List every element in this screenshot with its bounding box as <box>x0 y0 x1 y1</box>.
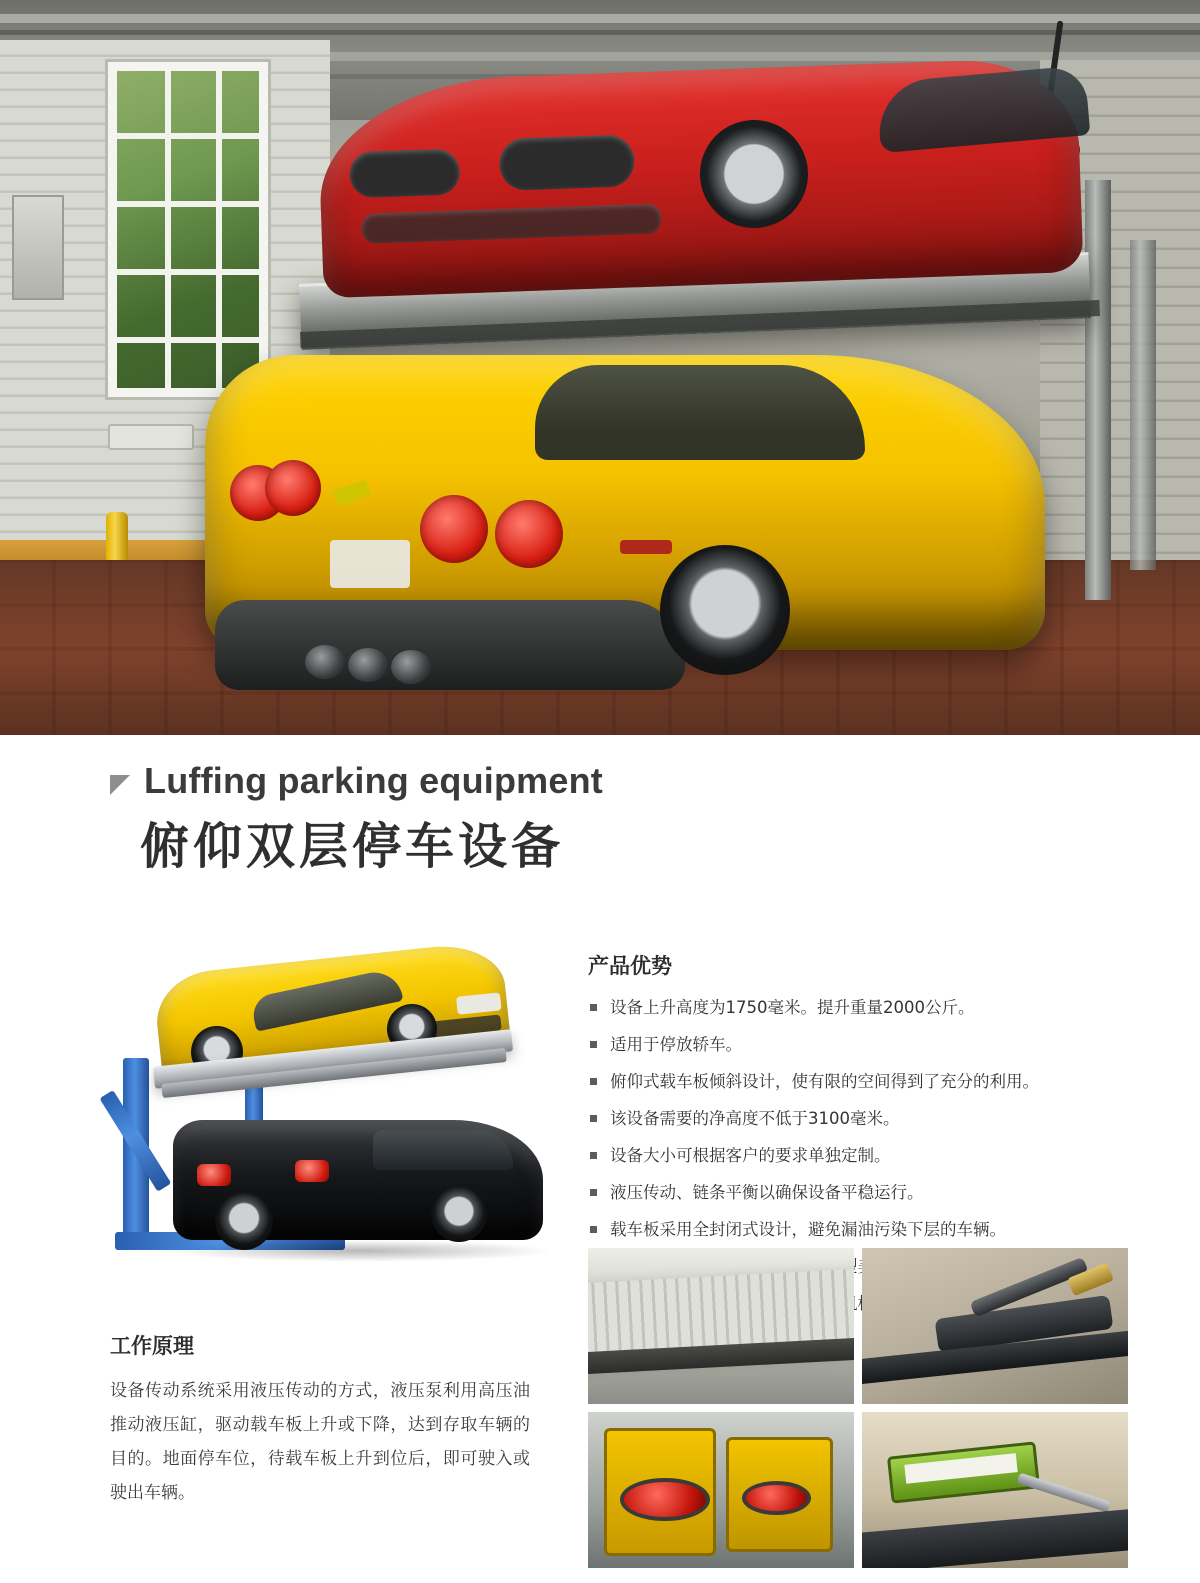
exhaust-tip <box>305 645 345 679</box>
red-car-lower-grille <box>361 203 662 243</box>
render-black-coupe-wheel <box>431 1186 487 1242</box>
render-ground-shadow <box>165 1240 555 1262</box>
garage-window <box>108 62 268 397</box>
window-mullion <box>117 201 259 207</box>
window-mullion <box>117 269 259 275</box>
advantages-heading: 产品优势 <box>588 954 672 978</box>
ceiling-beam <box>0 14 1200 23</box>
render-headlight <box>456 992 502 1015</box>
detail-photo-grid <box>588 1248 1128 1568</box>
list-item: 适用于停放轿车。 <box>588 1033 1128 1057</box>
exhaust-tip <box>348 648 388 682</box>
red-car-air-intake <box>349 148 461 198</box>
lift-post-right-2 <box>1130 240 1156 570</box>
mounting-bracket <box>862 1508 1128 1568</box>
list-item: 俯仰式载车板倾斜设计，使有限的空间得到了充分的利用。 <box>588 1070 1128 1094</box>
hero-photo <box>0 0 1200 735</box>
yellow-car-tail-light <box>495 500 563 568</box>
hydraulic-cylinder-photo <box>862 1248 1128 1404</box>
lift-post-right <box>1085 180 1111 600</box>
platform-ramp-photo <box>588 1248 854 1404</box>
yellow-car-wheel <box>660 545 790 675</box>
red-car-windshield <box>875 65 1090 153</box>
list-item: 载车板采用全封闭式设计，避免漏油污染下层的车辆。 <box>588 1218 1128 1242</box>
yellow-car-rear-window <box>535 365 865 460</box>
content-area <box>0 930 1200 1580</box>
working-principle-text: 设备传动系统采用液压传动的方式，液压泵利用高压油推动液压缸，驱动载车板上升或下降，达到存取车辆的目的。地面停车位，待载车板上升到位后，即可驶入或驶出车辆。 <box>110 1381 530 1503</box>
wall-electrical-box <box>12 195 64 300</box>
red-car-air-intake <box>499 134 636 191</box>
emergency-stop-button-icon <box>742 1481 811 1515</box>
working-principle-section <box>110 1330 530 1510</box>
emergency-stop-button-icon <box>620 1478 710 1522</box>
page-title-english: Luffing parking equipment <box>144 760 603 801</box>
ceiling-rail <box>0 30 1200 35</box>
yellow-car-tail-light <box>265 460 321 516</box>
yellow-car-side-marker <box>620 540 672 554</box>
limit-switch-photo <box>862 1412 1128 1568</box>
render-yellow-sedan-window <box>250 967 404 1031</box>
control-box-photo <box>588 1412 854 1568</box>
list-item: 该设备需要的净高度不低于3100毫米。 <box>588 1107 1128 1131</box>
window-mullion <box>117 133 259 139</box>
list-item: 液压传动、链条平衡以确保设备平稳运行。 <box>588 1181 1128 1205</box>
render-black-coupe-tail-light <box>295 1160 329 1182</box>
yellow-car-tail-light <box>420 495 488 563</box>
yellow-car-emblem <box>333 480 370 506</box>
license-plate <box>330 540 410 588</box>
working-principle-heading: 工作原理 <box>110 1334 194 1358</box>
render-black-coupe-tail-light <box>197 1164 231 1186</box>
list-item: 设备大小可根据客户的要求单独定制。 <box>588 1144 1128 1168</box>
limit-switch-roller-arm <box>1017 1472 1111 1512</box>
window-mullion <box>117 337 259 343</box>
page-title-chinese: 俯仰双层停车设备 <box>140 818 565 875</box>
list-item: 设备上升高度为1750毫米。提升重量2000公斤。 <box>588 996 1128 1020</box>
triangle-marker-icon <box>110 775 130 795</box>
product-render-image <box>95 940 540 1270</box>
wall-outlet-plate <box>108 424 194 450</box>
yellow-car-rear-bumper <box>215 600 685 690</box>
render-black-coupe-window <box>373 1130 513 1170</box>
exhaust-tip <box>391 650 431 684</box>
title-block <box>0 760 1200 878</box>
